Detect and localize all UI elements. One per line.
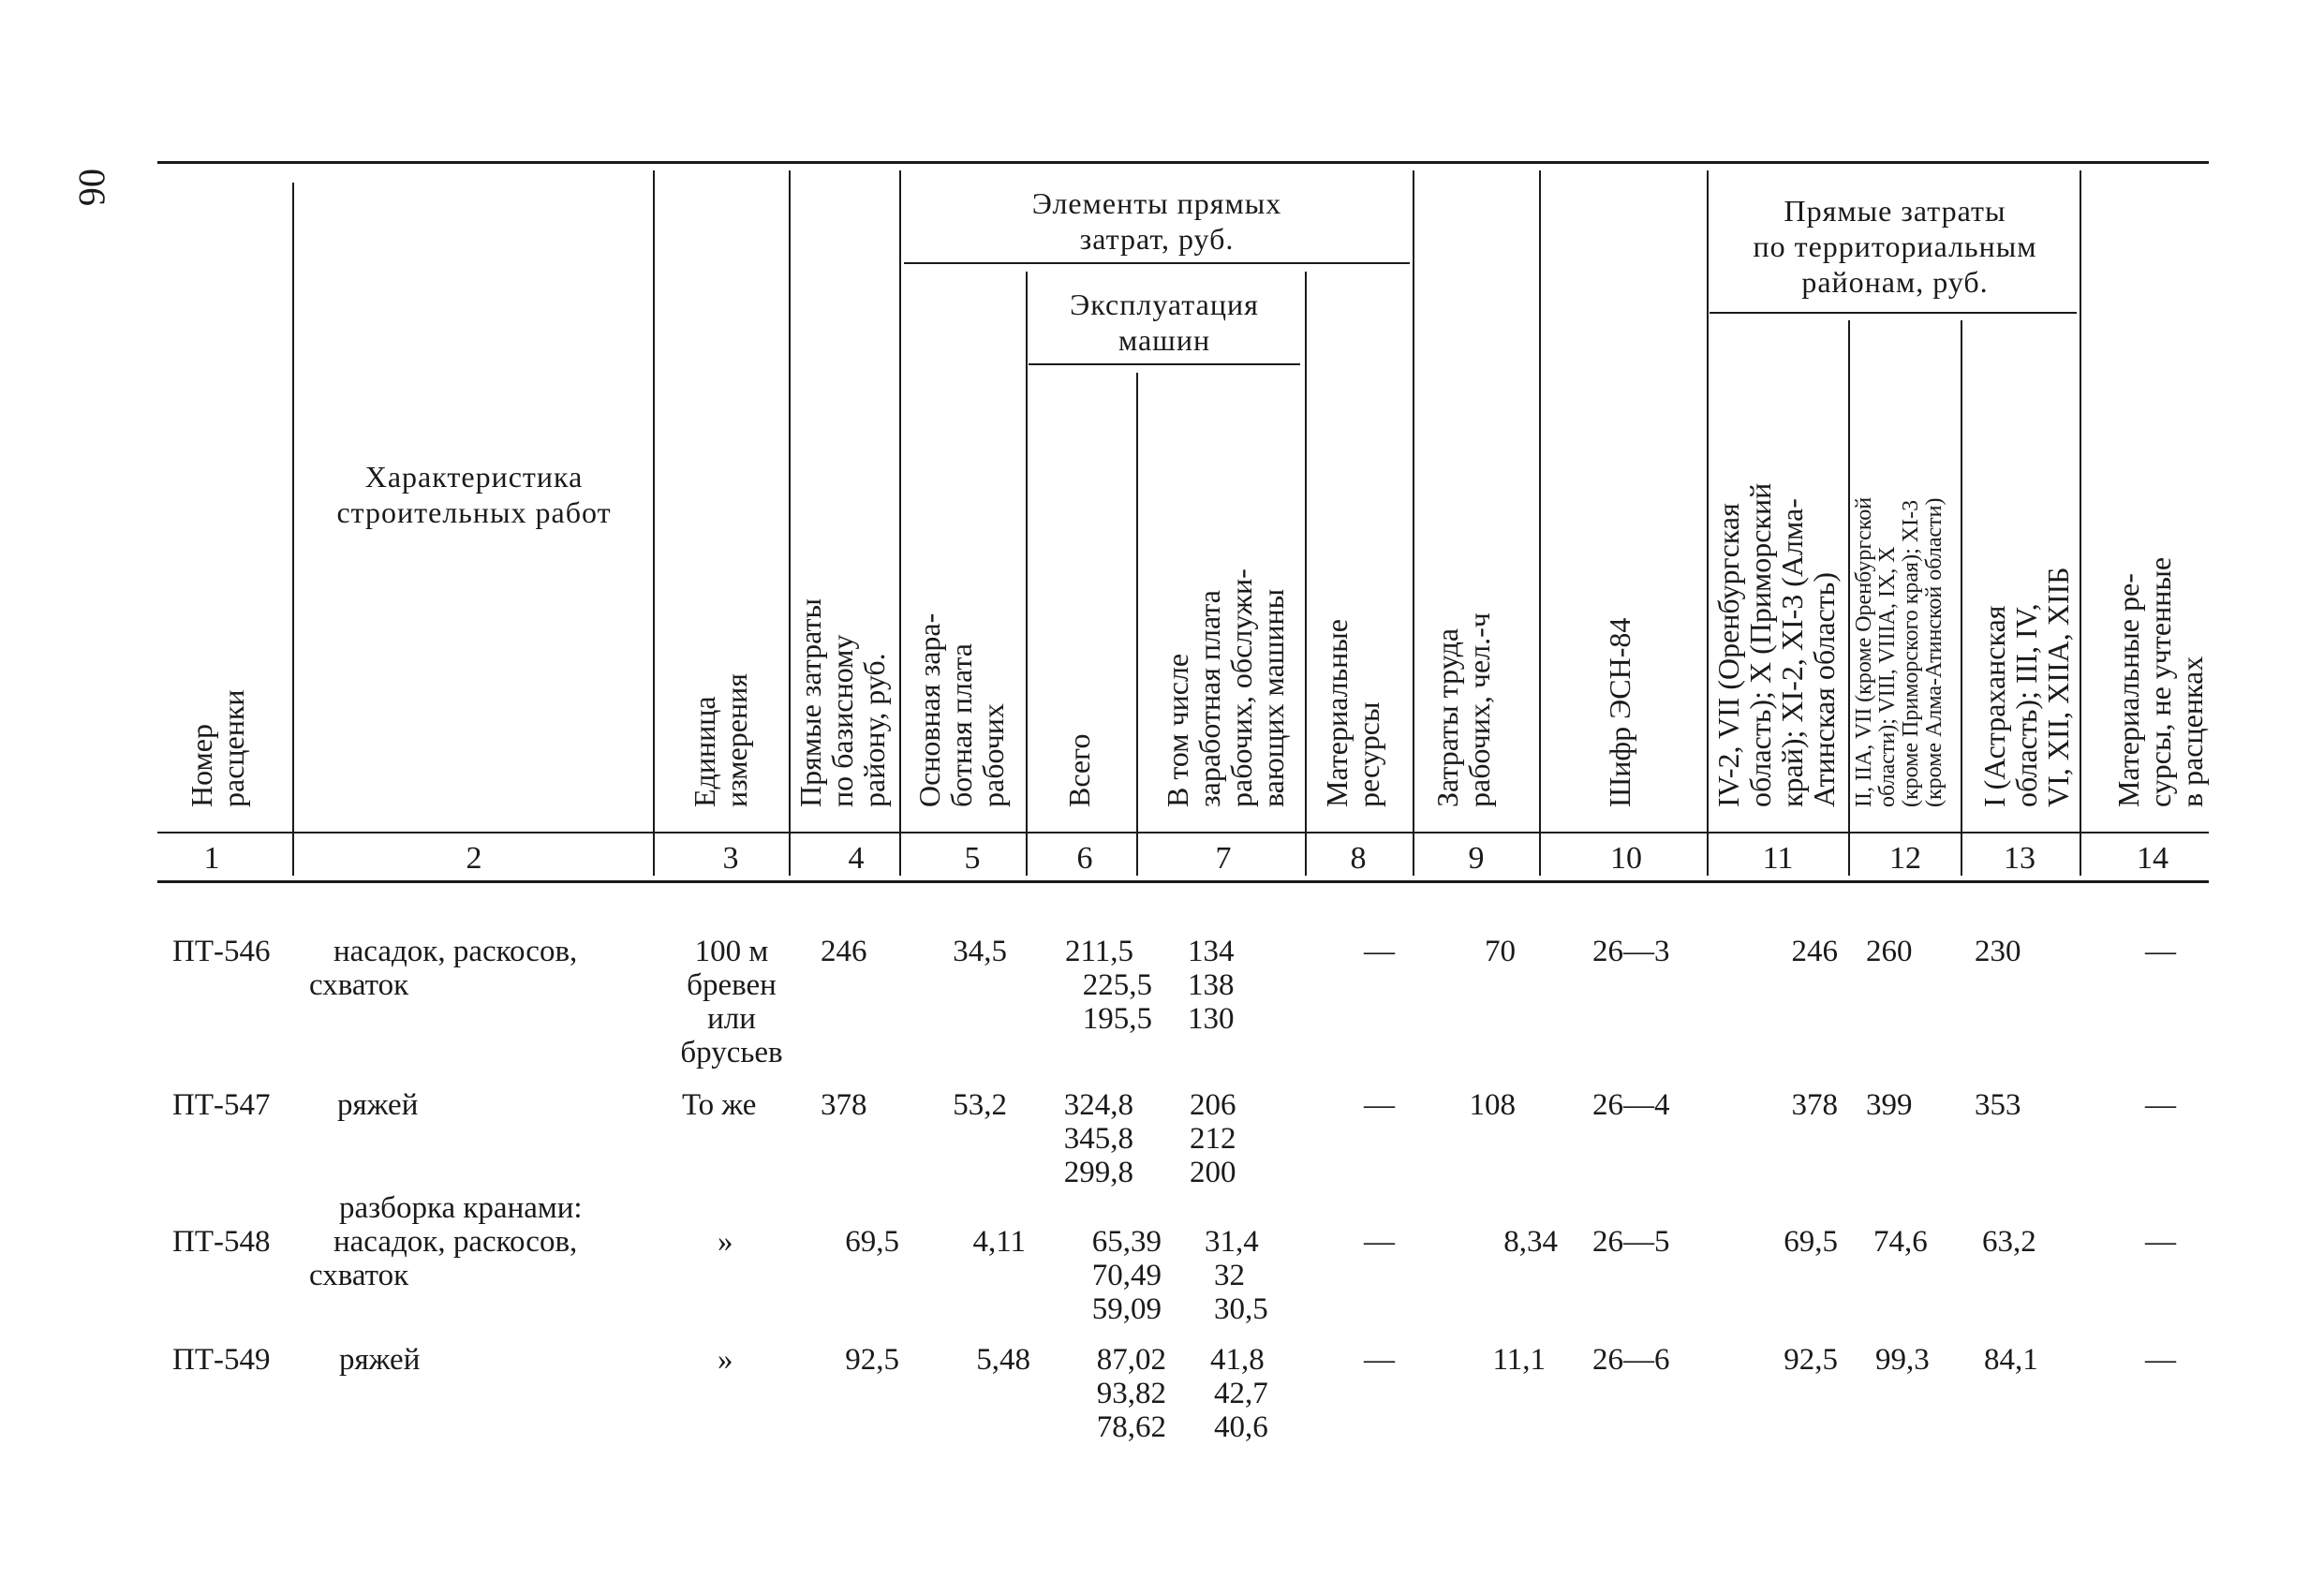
unit: бревен xyxy=(687,968,777,1002)
rate-code: ПТ-547 xyxy=(172,1088,271,1122)
machines-total: 65,39 xyxy=(1091,1225,1162,1259)
header-region-12: II, IIA, VII (кроме Оренбургской области); VIII, VIIIA, IX, X (кроме Приморского края); XI-3 (кроме Алма-Атинской области) xyxy=(1852,496,1947,807)
header-region-14: Материальные ре- сурсы, не учтенные в расценках xyxy=(2111,556,2209,807)
header-materials: Материальные ресурсы xyxy=(1320,618,1385,807)
column-number: 7 xyxy=(1215,841,1232,876)
column-number: 1 xyxy=(203,841,220,876)
header-unit: Единица измерения xyxy=(688,673,753,807)
unit: » xyxy=(718,1225,733,1259)
header-machines-total: Всего xyxy=(1062,733,1096,807)
col-divider xyxy=(1026,272,1028,876)
header-region-13: I (Астраханская область); III, IV, VI, XII, XIIA, XIIБ xyxy=(1977,567,2075,807)
machines-total: 324,8 xyxy=(1063,1088,1133,1122)
rate-code: ПТ-546 xyxy=(172,935,271,968)
region-12-cost: 399 xyxy=(1866,1088,1913,1122)
unit: или xyxy=(707,1002,756,1036)
region-12-cost: 74,6 xyxy=(1873,1225,1928,1259)
work-description: схваток xyxy=(309,1259,409,1292)
column-number: 8 xyxy=(1350,841,1367,876)
column-number: 9 xyxy=(1468,841,1485,876)
esn-code: 26—3 xyxy=(1592,935,1670,968)
esn-code: 26—6 xyxy=(1592,1343,1670,1377)
machines-wage: 134 xyxy=(1188,935,1235,968)
unit: » xyxy=(718,1343,733,1377)
column-number: 13 xyxy=(2004,841,2035,876)
column-number: 6 xyxy=(1076,841,1093,876)
col-divider xyxy=(1961,320,1962,876)
region-11-cost: 69,5 xyxy=(1784,1225,1838,1259)
header-machines-group: Эксплуатация машин xyxy=(1070,288,1259,357)
machines-wage: 41,8 xyxy=(1210,1343,1265,1377)
unit: брусьев xyxy=(680,1036,783,1069)
header-machines-wage: В том числе заработная плата рабочих, обслужи- вающих машины xyxy=(1161,568,1290,807)
rate-code: ПТ-548 xyxy=(172,1225,271,1259)
esn-code: 26—5 xyxy=(1592,1225,1670,1259)
col-divider xyxy=(789,170,791,876)
header-work-characteristics: Характеристика строительных работ xyxy=(336,460,612,529)
base-cost: 69,5 xyxy=(845,1225,899,1259)
machines-wage: 31,4 xyxy=(1205,1225,1259,1259)
unaccounted-materials: — xyxy=(2145,1088,2176,1122)
base-cost: 246 xyxy=(821,935,867,968)
machines-total: 299,8 xyxy=(1063,1156,1133,1189)
col-divider xyxy=(1305,272,1307,876)
machines-wage: 32 xyxy=(1214,1259,1245,1292)
base-cost: 378 xyxy=(821,1088,867,1122)
machines-total: 78,62 xyxy=(1096,1410,1166,1444)
section-subheading: разборка кранами: xyxy=(339,1191,583,1225)
machines-wage: 212 xyxy=(1190,1122,1236,1156)
col-divider xyxy=(1539,170,1541,876)
column-number: 3 xyxy=(722,841,739,876)
work-description: ряжей xyxy=(339,1343,421,1377)
rate-code: ПТ-549 xyxy=(172,1343,271,1377)
machines-wage: 138 xyxy=(1188,968,1235,1002)
unit: То же xyxy=(682,1088,757,1122)
header-regions-group: Прямые затраты по территориальным районам, руб. xyxy=(1753,194,2037,299)
labor: 11,1 xyxy=(1492,1343,1546,1377)
work-description: насадок, раскосов, xyxy=(333,1225,578,1259)
base-wage: 5,48 xyxy=(976,1343,1030,1377)
labor: 108 xyxy=(1469,1088,1516,1122)
region-12-cost: 99,3 xyxy=(1875,1343,1930,1377)
col-divider xyxy=(1136,373,1138,876)
regions-group-rule xyxy=(1710,312,2077,314)
machines-total: 225,5 xyxy=(1082,968,1152,1002)
base-wage: 53,2 xyxy=(953,1088,1007,1122)
column-number: 12 xyxy=(1889,841,1921,876)
base-wage: 34,5 xyxy=(953,935,1007,968)
labor: 70 xyxy=(1485,935,1516,968)
work-description: ряжей xyxy=(337,1088,419,1122)
work-description: насадок, раскосов, xyxy=(333,935,578,968)
machines-wage: 130 xyxy=(1188,1002,1235,1036)
col-divider xyxy=(1413,170,1414,876)
unit: 100 м xyxy=(694,935,769,968)
col-divider xyxy=(2080,170,2081,876)
column-number: 14 xyxy=(2137,841,2169,876)
column-number: 5 xyxy=(964,841,981,876)
machines-total: 195,5 xyxy=(1082,1002,1152,1036)
region-13-cost: 84,1 xyxy=(1984,1343,2038,1377)
materials: — xyxy=(1364,1343,1395,1377)
col-divider xyxy=(899,170,901,876)
machines-total: 59,09 xyxy=(1091,1292,1162,1326)
column-number: 4 xyxy=(848,841,865,876)
machines-total: 345,8 xyxy=(1063,1122,1133,1156)
machines-wage: 206 xyxy=(1190,1088,1236,1122)
unaccounted-materials: — xyxy=(2145,935,2176,968)
materials: — xyxy=(1364,1088,1395,1122)
column-number: 10 xyxy=(1610,841,1642,876)
work-description: схваток xyxy=(309,968,409,1002)
region-12-cost: 260 xyxy=(1866,935,1913,968)
col-divider xyxy=(653,170,655,876)
column-number: 2 xyxy=(466,841,482,876)
table-top-rule xyxy=(157,161,2209,164)
header-bottom-rule xyxy=(157,832,2209,833)
machines-wage: 40,6 xyxy=(1214,1410,1268,1444)
machines-total: 211,5 xyxy=(1064,935,1133,968)
machines-wage: 42,7 xyxy=(1214,1377,1268,1410)
region-11-cost: 378 xyxy=(1791,1088,1838,1122)
region-11-cost: 92,5 xyxy=(1784,1343,1838,1377)
region-11-cost: 246 xyxy=(1791,935,1838,968)
materials: — xyxy=(1364,935,1395,968)
header-esn-code: Шифр ЭСН-84 xyxy=(1603,617,1636,807)
unaccounted-materials: — xyxy=(2145,1343,2176,1377)
elements-group-rule xyxy=(904,262,1410,264)
region-13-cost: 353 xyxy=(1975,1088,2021,1122)
machines-total: 93,82 xyxy=(1096,1377,1166,1410)
machines-wage: 30,5 xyxy=(1214,1292,1268,1326)
col-divider xyxy=(1848,320,1850,876)
page-number: 06 xyxy=(71,169,113,206)
header-base-cost: Прямые затраты по базисному району, руб. xyxy=(793,597,891,807)
labor: 8,34 xyxy=(1503,1225,1558,1259)
column-numbers-rule xyxy=(157,880,2209,883)
header-region-11: IV-2, VII (Оренбургская область); X (Приморский край); XI-2, XI-3 (Алма- Атинская область) xyxy=(1711,482,1841,807)
col-divider xyxy=(1707,170,1709,876)
col-divider xyxy=(292,183,294,876)
base-cost: 92,5 xyxy=(845,1343,899,1377)
esn-code: 26—4 xyxy=(1592,1088,1670,1122)
region-13-cost: 230 xyxy=(1975,935,2021,968)
header-elements-group: Элементы прямых затрат, руб. xyxy=(1031,186,1282,256)
header-base-wage: Основная зара- ботная плата рабочих xyxy=(912,612,1010,807)
machines-group-rule xyxy=(1029,363,1300,365)
header-rate-number: Номер расценки xyxy=(185,689,250,807)
machines-wage: 200 xyxy=(1190,1156,1236,1189)
unaccounted-materials: — xyxy=(2145,1225,2176,1259)
base-wage: 4,11 xyxy=(972,1225,1026,1259)
region-13-cost: 63,2 xyxy=(1982,1225,2036,1259)
machines-total: 70,49 xyxy=(1091,1259,1162,1292)
column-number: 11 xyxy=(1762,841,1794,876)
header-labor: Затраты труда рабочих, чел.-ч xyxy=(1430,612,1496,807)
machines-total: 87,02 xyxy=(1096,1343,1166,1377)
materials: — xyxy=(1364,1225,1395,1259)
